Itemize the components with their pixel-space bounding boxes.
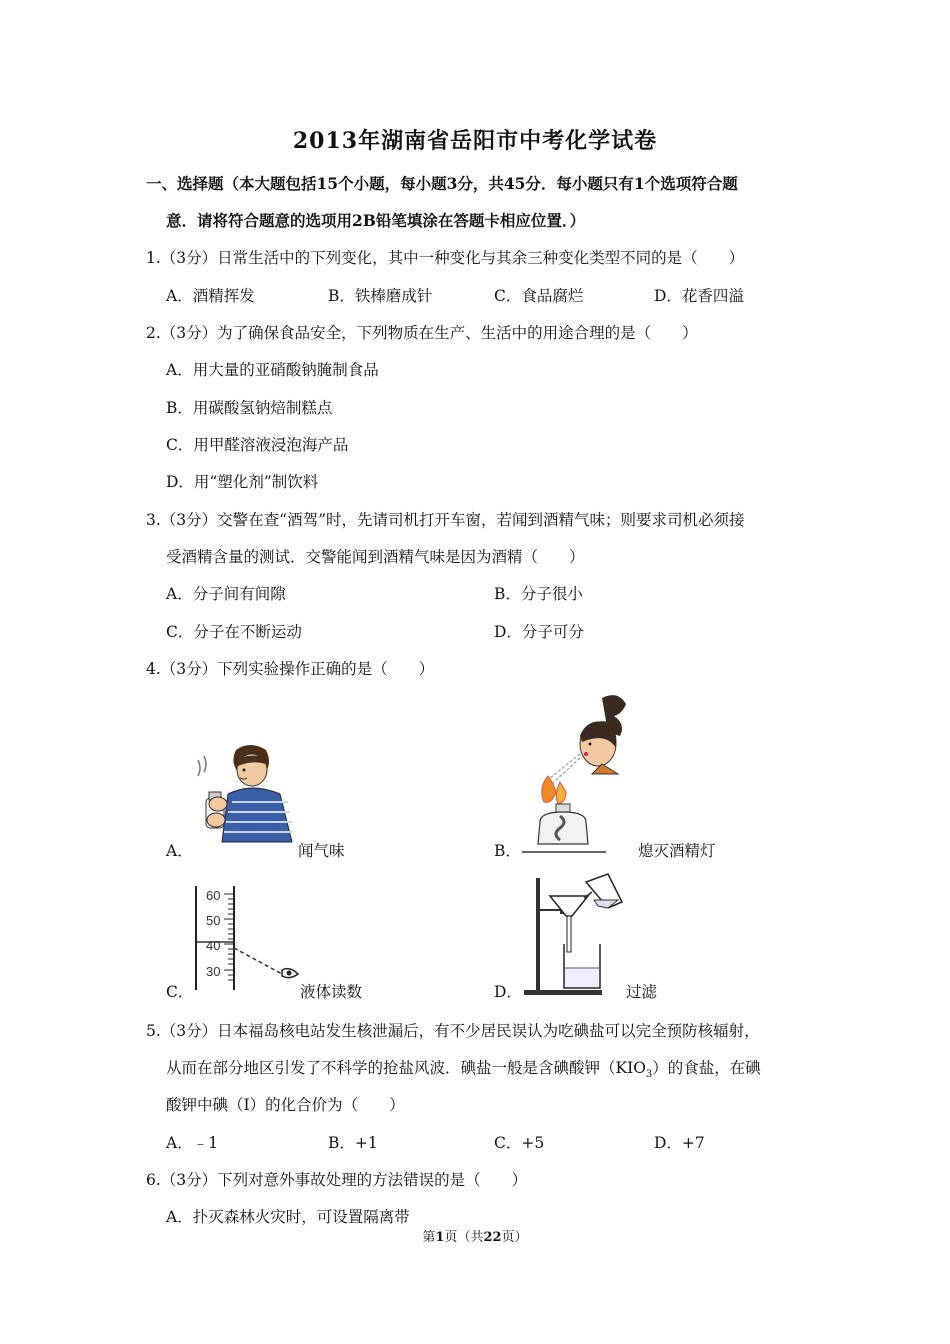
q1-stem: 1.（3分）日常生活中的下列变化，其中一种变化与其余三种变化类型不同的是（ ）	[146, 249, 745, 267]
q5-subscript: 3	[645, 1069, 653, 1081]
q5-option-d: D．+7	[654, 1134, 705, 1152]
footer-total-pages: 22	[483, 1230, 502, 1245]
cylinder-tick-40: 40	[206, 938, 221, 953]
q2-stem: 2.（3分）为了确保食品安全，下列物质在生产、生活中的用途合理的是（ ）	[146, 324, 698, 342]
q1-option-d: D．花香四溢	[654, 287, 744, 305]
page-title: 2013年湖南省岳阳市中考化学试卷	[292, 128, 658, 154]
q6-stem: 6.（3分）下列对意外事故处理的方法错误的是（ ）	[146, 1171, 528, 1189]
q2-option-a: A．用大量的亚硝酸钠腌制食品	[166, 361, 379, 379]
q4-option-c-caption: 液体读数	[300, 983, 363, 1001]
footer-post: 页）	[501, 1230, 528, 1245]
q6-option-a: A．扑灭森林火灾时，可设置隔离带	[166, 1208, 410, 1226]
graduated-cylinder-figure	[194, 886, 304, 992]
section-heading-line1: 一、选择题（本大题包括15个小题，每小题3分，共45分．每小题只有1个选项符合题	[146, 174, 738, 193]
q5-stem-line3: 酸钾中碘（I）的化合价为（ ）	[166, 1096, 405, 1114]
q5-stem-line1: 5.（3分）日本福岛核电站发生核泄漏后，有不少居民误认为吃碘盐可以完全预防核辐射，	[146, 1022, 760, 1040]
cylinder-tick-30: 30	[206, 964, 221, 979]
q3-option-d: D．分子可分	[494, 623, 584, 641]
filtration-apparatus-figure	[522, 872, 634, 1000]
girl-blowing-lamp-figure	[522, 692, 634, 858]
q3-option-c: C．分子在不断运动	[166, 623, 302, 641]
q4-option-d-letter: D．	[494, 983, 522, 1001]
q4-option-a-letter: A．	[166, 842, 193, 860]
q4-option-a-caption: 闻气味	[298, 842, 345, 860]
q3-stem-line2: 受酒精含量的测试．交警能闻到酒精气味是因为酒精（ ）	[166, 548, 585, 566]
q4-option-c-letter: C．	[166, 983, 194, 1001]
q2-option-c: C．用甲醛溶液浸泡海产品	[166, 436, 349, 454]
q1-option-a: A．酒精挥发	[166, 287, 255, 305]
q5-option-a: A．﹣1	[166, 1134, 219, 1152]
q2-option-d: D．用“塑化剂”制饮料	[166, 473, 319, 491]
q1-option-b: B．铁棒磨成针	[328, 287, 433, 305]
q2-option-b: B．用碳酸氢钠焙制糕点	[166, 399, 333, 417]
q4-option-b-caption: 熄灭酒精灯	[638, 842, 716, 860]
q4-stem: 4.（3分）下列实验操作正确的是（ ）	[146, 660, 435, 678]
footer-mid: 页（共	[444, 1230, 484, 1245]
q4-option-d-caption: 过滤	[626, 983, 658, 1001]
footer-pre: 第	[422, 1230, 436, 1245]
q5-stem-line2	[166, 1058, 761, 1085]
q3-option-a: A．分子间有间隙	[166, 585, 286, 603]
q3-option-b: B．分子很小	[494, 585, 583, 603]
q1-option-c: C．食品腐烂	[494, 287, 584, 305]
cylinder-tick-60: 60	[206, 888, 221, 903]
page-footer	[0, 1226, 950, 1245]
boy-smelling-figure	[192, 742, 298, 842]
footer-page-number: 1	[435, 1230, 445, 1245]
q5-option-b: B．+1	[328, 1134, 378, 1152]
q5-stem-line2-end: ）的食盐，在碘	[652, 1059, 761, 1077]
q5-option-c: C．+5	[494, 1134, 545, 1152]
q4-option-b-letter: B．	[494, 842, 521, 860]
cylinder-tick-50: 50	[206, 913, 221, 928]
q3-stem-line1: 3.（3分）交警在查“酒驾”时，先请司机打开车窗，若闻到酒精气味；则要求司机必须接	[146, 511, 745, 529]
q5-stem-line2-text: 从而在部分地区引发了不科学的抢盐风波．碘盐一般是含碘酸钾（KIO	[166, 1059, 646, 1077]
section-heading-line2: 意．请将符合题意的选项用2B铅笔填涂在答题卡相应位置．）	[166, 211, 586, 230]
